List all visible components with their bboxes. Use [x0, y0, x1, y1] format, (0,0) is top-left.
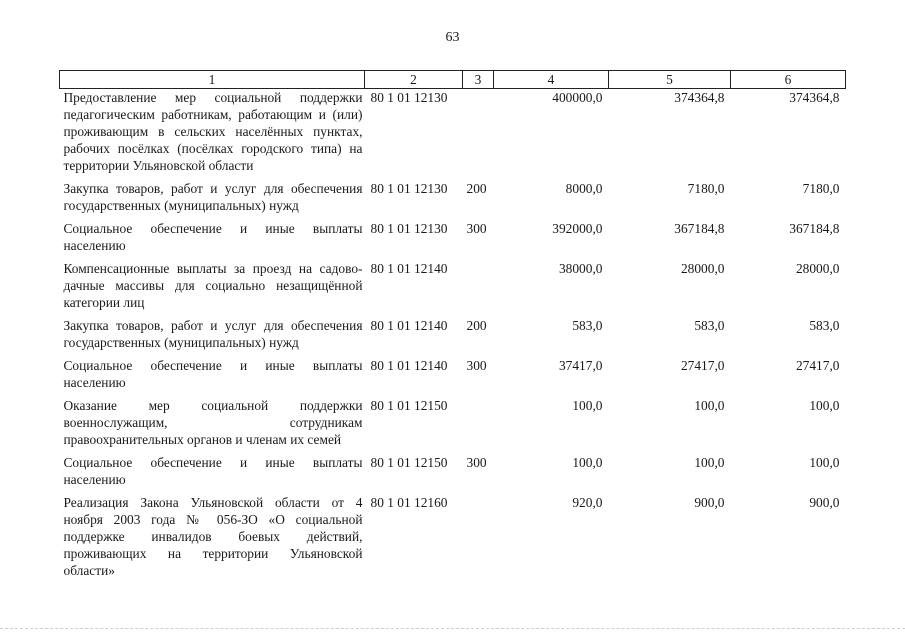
row-value-5: 27417,0 [680, 358, 725, 373]
row-value-4: 37417,0 [558, 358, 603, 373]
row-value-6: 7180,0 [802, 181, 840, 196]
table-row [60, 397, 846, 454]
page-number: 63 [445, 30, 460, 45]
row-name: Закупка товаров, работ и услуг для обеспечения государственных (муниципальных) нужд [63, 318, 363, 350]
row-expense-type: 300 [466, 358, 487, 373]
table-row [60, 89, 846, 181]
table-row [60, 180, 846, 220]
row-code: 80 1 01 12130 [370, 90, 448, 105]
row-name: Закупка товаров, работ и услуг для обеспечения государственных (муниципальных) нужд [63, 181, 363, 213]
row-value-5: 100,0 [694, 455, 725, 470]
table-row [60, 357, 846, 397]
row-expense-type [463, 397, 494, 454]
row-value-6: 900,0 [809, 495, 840, 510]
row-value-4: 8000,0 [565, 181, 603, 196]
row-name: Социальное обеспечение и иные выплаты населению [63, 358, 363, 390]
row-value-5: 28000,0 [680, 261, 725, 276]
row-expense-type: 300 [466, 221, 487, 236]
table-row [60, 220, 846, 260]
row-value-6: 583,0 [809, 318, 840, 333]
row-value-6: 367184,8 [789, 221, 840, 236]
row-code: 80 1 01 12150 [370, 455, 448, 470]
row-value-6: 100,0 [809, 398, 840, 413]
row-value-5: 374364,8 [674, 90, 725, 105]
row-name: Социальное обеспечение и иные выплаты населению [63, 221, 363, 253]
row-name: Оказание мер социальной поддержки военнослужащим, сотрудникам правоохранительных органов и членам их семей [63, 398, 363, 447]
row-expense-type [463, 494, 494, 585]
row-expense-type: 300 [466, 455, 487, 470]
row-name: Предоставление мер социальной поддержки педагогическим работникам, работающим и (или) проживающим в сельских населённых пунктах, рабочих посёлках (посёлках городского типа) на территории Ульяновской области [63, 90, 363, 173]
row-value-5: 367184,8 [674, 221, 725, 236]
row-code: 80 1 01 12140 [370, 261, 448, 276]
column-header: 2 [365, 71, 463, 89]
scan-edge-line [0, 628, 905, 631]
row-value-5: 900,0 [694, 495, 725, 510]
row-code: 80 1 01 12140 [370, 358, 448, 373]
row-code: 80 1 01 12130 [370, 181, 448, 196]
row-value-4: 38000,0 [558, 261, 603, 276]
table-header-row [60, 71, 846, 89]
row-value-5: 100,0 [694, 398, 725, 413]
row-value-5: 583,0 [694, 318, 725, 333]
table-row [60, 494, 846, 585]
row-code: 80 1 01 12150 [370, 398, 448, 413]
row-value-4: 400000,0 [552, 90, 603, 105]
row-value-6: 374364,8 [789, 90, 840, 105]
column-header: 5 [609, 71, 731, 89]
row-value-6: 28000,0 [795, 261, 840, 276]
row-value-4: 920,0 [572, 495, 603, 510]
budget-table [59, 70, 846, 585]
row-code: 80 1 01 12130 [370, 221, 448, 236]
table-row [60, 317, 846, 357]
row-expense-type [463, 260, 494, 317]
row-expense-type: 200 [466, 181, 487, 196]
row-value-4: 100,0 [572, 455, 603, 470]
row-value-4: 583,0 [572, 318, 603, 333]
row-value-6: 100,0 [809, 455, 840, 470]
row-value-5: 7180,0 [687, 181, 725, 196]
row-name: Социальное обеспечение и иные выплаты населению [63, 455, 363, 487]
column-header: 1 [60, 71, 365, 89]
row-value-4: 392000,0 [552, 221, 603, 236]
row-code: 80 1 01 12140 [370, 318, 448, 333]
row-expense-type [463, 89, 494, 181]
row-value-6: 27417,0 [795, 358, 840, 373]
row-name: Реализация Закона Ульяновской области от 4 ноября 2003 года № 056-ЗО «О социальной поддержке инвалидов боевых действий, проживающих на территории Ульяновской области» [63, 495, 363, 578]
row-value-4: 100,0 [572, 398, 603, 413]
table-row [60, 454, 846, 494]
column-header: 3 [463, 71, 494, 89]
table-row [60, 260, 846, 317]
column-header: 4 [494, 71, 609, 89]
column-header: 6 [731, 71, 846, 89]
row-name: Компенсационные выплаты за проезд на садово-дачные массивы для социально незащищённой категории лиц [63, 261, 363, 310]
row-expense-type: 200 [466, 318, 487, 333]
row-code: 80 1 01 12160 [370, 495, 448, 510]
